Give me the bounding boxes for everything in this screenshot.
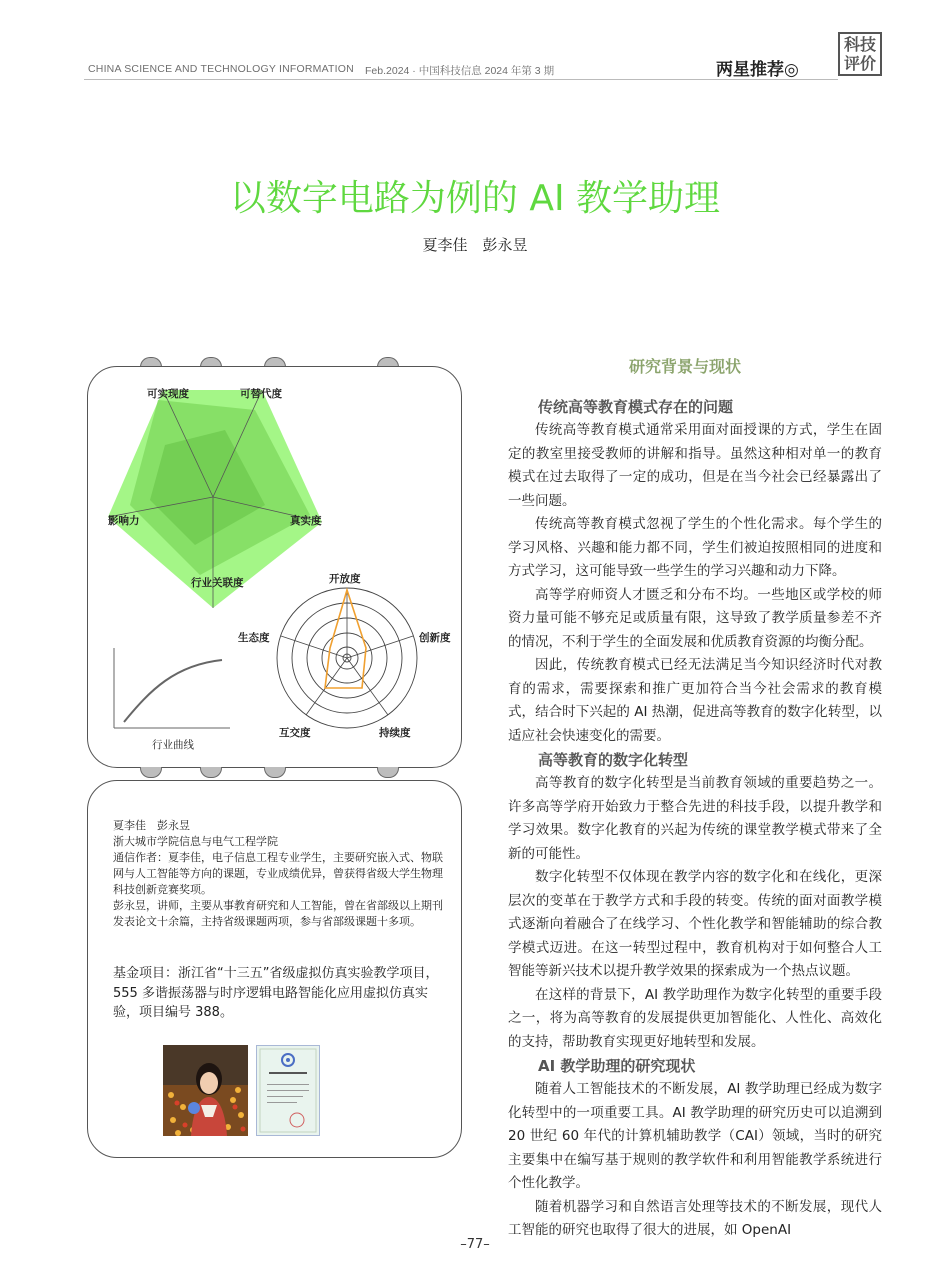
paragraph-9: 随着机器学习和自然语言处理等技术的不断发展，现代人工智能的研究也取得了很大的进展，如 OpenAI: [508, 1198, 882, 1238]
subheading-2: 高等教育的数字化转型: [538, 751, 689, 769]
page-number: –77–: [460, 1237, 490, 1252]
issue-info: Feb.2024 · 中国科技信息 2024 年第 3 期: [365, 65, 555, 77]
bio-names: 夏李佳 彭永昱: [113, 819, 190, 832]
radar-spokes: [281, 588, 413, 715]
curve-label: 行业曲线: [152, 739, 194, 751]
pentagon-label-5: 影响力: [108, 515, 140, 527]
pentagon-label-3: 真实度: [290, 515, 322, 527]
pentagon-label-4: 行业关联度: [191, 577, 244, 589]
fund-info: 基金项目：浙江省“十三五”省级虚拟仿真实验教学项目，555 多谐振荡器与时序逻辑电路智能化应用虚拟仿真实验，项目编号 388。: [113, 966, 439, 1020]
radar-label-3: 持续度: [379, 727, 411, 739]
journal-name-en: CHINA SCIENCE AND TECHNOLOGY INFORMATION: [88, 63, 354, 75]
author-bio: [113, 818, 443, 930]
paragraph-4: 因此，传统教育模式已经无法满足当今知识经济时代对教育的需求，需要探索和推广更加符合当今社会需求的教育模式，结合时下兴起的 AI 热潮，促进高等教育的数字化转型，以适应社会快速变化的需要。: [508, 657, 882, 744]
badge-line-2: 评价: [843, 54, 876, 73]
paragraph-8: 随着人工智能技术的不断发展，AI 教学助理已经成为数字化转型中的一项重要工具。AI 教学助理的研究历史可以追溯到 20 世纪 60 年代的计算机辅助教学（CAI）领域，当时的研究主要集中在编写基于规则的教学软件和利用智能教学系统进行个性化教学。: [508, 1081, 882, 1191]
bio-affiliation: 浙大城市学院信息与电气工程学院: [113, 835, 278, 848]
badge-line-1: 科技: [843, 35, 876, 54]
radar-label-4: 互交度: [279, 727, 311, 739]
section-title: 研究背景与现状: [629, 357, 742, 376]
article-title: 以数字电路为例的 AI 教学助理: [229, 178, 721, 219]
author-photo-image: [163, 1045, 248, 1136]
pentagon-label-2: 可替代度: [240, 388, 282, 400]
author-names: 夏李佳 彭永昱: [422, 236, 528, 254]
radar-label-1: 开放度: [329, 573, 361, 585]
pentagon-label-1: 可实现度: [147, 388, 189, 400]
certificate-graphic: [257, 1046, 319, 1135]
paragraph-5: 高等教育的数字化转型是当前教育领域的重要趋势之一。许多高等学府开始致力于整合先进的科技手段，以提升教学和学习效果。数字化教育的兴起为传统的课堂教学模式带来了全新的可能性。: [508, 775, 882, 862]
industry-curve-chart: [114, 648, 230, 728]
paragraph-3: 高等学府师资人才匮乏和分布不均。一些地区或学校的师资力量可能不够充足或质量有限，这导致了教学质量参差不齐的情况，不利于学生的全面发展和优质教育资源的均衡分配。: [508, 586, 882, 650]
bio-author-2: 彭永昱，讲师，主要从事教育研究和人工智能，曾在省部级以上期刊发表论文十余篇，主持省级课题两项，参与省部级课题十多项。: [113, 899, 443, 928]
paragraph-7: 在这样的背景下，AI 教学助理作为数字化转型的重要手段之一，将为高等教育的发展提供更加智能化、人性化、高效化的支持，帮助教育实现更好地转型和发展。: [508, 986, 882, 1050]
bio-author-1: 通信作者：夏李佳，电子信息工程专业学生，主要研究嵌入式、物联网与人工智能等方向的课题，专业成绩优异，曾获得省级大学生物理科技创新竞赛奖项。: [113, 851, 443, 896]
subheading-1: 传统高等教育模式存在的问题: [538, 398, 734, 416]
paragraph-6: 数字化转型不仅体现在教学内容的数字化和在线化，更深层次的变革在于教学方式和手段的转变。传统的面对面教学模式逐渐向着融合了在线学习、个性化教学和智能辅助的综合教学模式迈进。在这一转型过程中，教育机构对于如何整合人工智能等新兴技术以提升教学效果的探索成为一个热点议题。: [508, 869, 882, 979]
radar-label-2: 创新度: [419, 632, 451, 644]
author-photo: [163, 1045, 248, 1136]
subheading-3: AI 教学助理的研究现状: [538, 1057, 696, 1075]
recommend-label: 两星推荐◎: [716, 60, 799, 80]
article-body: [508, 395, 882, 1243]
paragraph-2: 传统高等教育模式忽视了学生的个性化需求。每个学生的学习风格、兴趣和能力都不同，学生们被迫按照相同的进度和方式学习，这可能导致一些学生的学习兴趣和动力下降。: [508, 516, 882, 579]
paragraph-1: 传统高等教育模式通常采用面对面授课的方式，学生在固定的教室里接受教师的讲解和指导。虽然这种相对单一的教育模式在过去取得了一定的成功，但是在当今社会已经暴露出了一些问题。: [508, 422, 882, 509]
certificate-image: [256, 1045, 320, 1136]
radar-label-5: 生态度: [238, 632, 270, 644]
